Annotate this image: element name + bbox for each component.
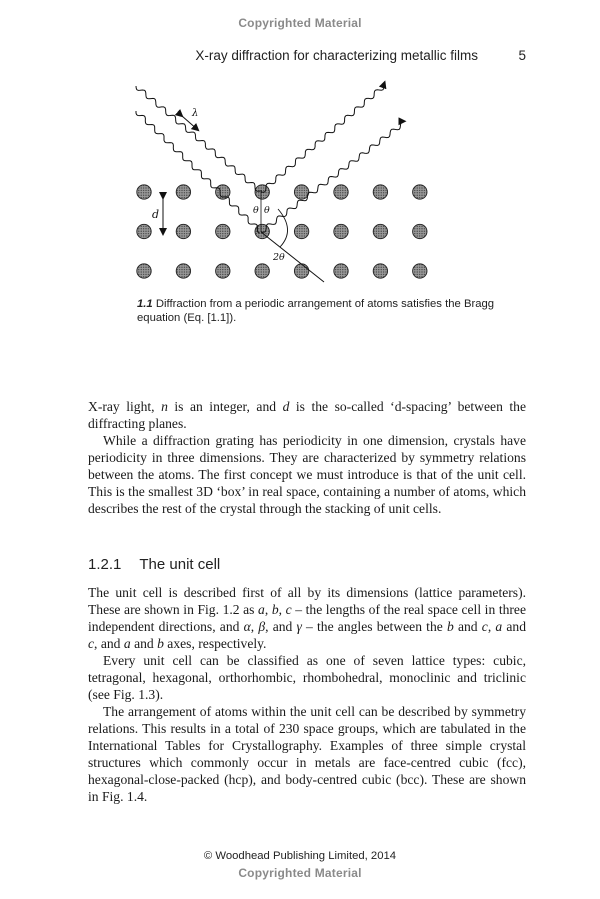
math-symbol: a xyxy=(495,619,503,634)
math-symbol: a xyxy=(123,636,131,651)
text-run: , and xyxy=(265,619,297,634)
atom xyxy=(373,224,387,238)
math-symbol: c xyxy=(481,619,488,634)
section-title: The unit cell xyxy=(139,556,221,573)
math-symbol: b xyxy=(446,619,454,634)
paragraph xyxy=(88,652,526,703)
paragraph xyxy=(88,398,526,432)
atom xyxy=(176,185,190,199)
text-run: and xyxy=(502,619,526,634)
section-heading xyxy=(88,556,220,573)
d-spacing-label: d xyxy=(152,208,160,221)
math-symbol: n xyxy=(161,399,168,414)
atom xyxy=(294,185,308,199)
text-run: is an integer, and xyxy=(167,399,283,414)
atom-lattice xyxy=(137,185,427,278)
wave-ray xyxy=(136,86,262,191)
atom xyxy=(373,185,387,199)
text-run: , and xyxy=(94,636,124,651)
text-run: , xyxy=(264,602,272,617)
figure-caption xyxy=(137,297,517,325)
math-symbol: d xyxy=(282,399,290,414)
text-run: is the so-called ‘d-spacing’ between the diffracting planes. xyxy=(88,399,526,431)
atom xyxy=(334,185,348,199)
atom xyxy=(137,264,151,278)
wave-ray xyxy=(261,82,385,192)
text-run: , xyxy=(278,602,286,617)
section-number: 1.2.1 xyxy=(88,556,122,573)
text-run: , xyxy=(487,619,496,634)
paragraph xyxy=(88,432,526,517)
atom xyxy=(294,224,308,238)
text-run: and xyxy=(130,636,158,651)
body-text-block-2 xyxy=(88,584,526,805)
atom xyxy=(176,224,190,238)
text-run: , xyxy=(250,619,259,634)
atom xyxy=(413,185,427,199)
math-symbol: b xyxy=(157,636,164,651)
watermark-bottom: Copyrighted Material xyxy=(238,866,362,880)
watermark-top: Copyrighted Material xyxy=(238,16,362,30)
atom xyxy=(255,264,269,278)
text-run: and xyxy=(453,619,482,634)
atom xyxy=(413,224,427,238)
theta-right-label: θ xyxy=(264,205,270,216)
math-symbol: α xyxy=(243,619,251,634)
math-symbol: c xyxy=(88,636,95,651)
atom xyxy=(373,264,387,278)
paragraph xyxy=(88,703,526,805)
transmitted-beam-line xyxy=(261,232,324,282)
text-run: X-ray light, xyxy=(88,399,162,414)
text-run: Every unit cell can be classified as one of seven lattice types: cubic, tetragonal, hexagonal, orthorhombic, rhombohedral, monoclinic and triclinic (see Fig. 1.3). xyxy=(88,653,526,702)
wavelength-label: λ xyxy=(192,108,199,119)
atom xyxy=(294,264,308,278)
atom xyxy=(137,185,151,199)
text-run: – the angles between the xyxy=(301,619,447,634)
math-symbol: a xyxy=(258,602,265,617)
paragraph xyxy=(88,584,526,652)
atom xyxy=(413,264,427,278)
math-symbol: γ xyxy=(296,619,302,634)
footer-copyright: © Woodhead Publishing Limited, 2014 xyxy=(203,850,397,862)
math-symbol: c xyxy=(285,602,292,617)
atom xyxy=(334,224,348,238)
caption-text: Diffraction from a periodic arrangement of atoms satisfies the Bragg equation (Eq. [1.1]). xyxy=(137,298,495,324)
atom xyxy=(334,264,348,278)
wave-rays xyxy=(136,82,405,233)
text-run: – the lengths of the real space cell in three independent directions, and xyxy=(88,602,526,634)
text-run: The unit cell is described first of all by its dimensions (lattice parameters). These are shown in Fig. 1.2 as xyxy=(88,585,526,617)
atom xyxy=(216,224,230,238)
bragg-diffraction-figure xyxy=(128,74,448,294)
theta-left-label: θ xyxy=(253,205,259,216)
math-symbol: b xyxy=(271,602,279,617)
text-run: axes, respectively. xyxy=(163,636,267,651)
atom xyxy=(176,264,190,278)
page-number: 5 xyxy=(518,48,526,63)
math-symbol: β xyxy=(258,619,266,634)
body-text-block-1 xyxy=(88,398,526,517)
running-head-title: X-ray diffraction for characterizing metallic films xyxy=(195,48,478,63)
caption-number: 1.1 xyxy=(137,298,153,310)
atom xyxy=(216,264,230,278)
two-theta-label: 2θ xyxy=(273,252,285,263)
text-run: The arrangement of atoms within the unit cell can be described by symmetry relations. This results in a total of 230 space groups, which are tabulated in the International Tables for Crystallography. Examples of three simple crystal structures which commonly occur in metals are face-centred cubic (fcc), hexagonal-close-packed (hcp), and body-centred cubic (bcc). These are shown in Fig. 1.4. xyxy=(88,704,526,804)
atom xyxy=(137,224,151,238)
text-run: While a diffraction grating has periodicity in one dimension, crystals have periodicity in three dimensions. They are characterized by symmetry relations between the atoms. The first concept we must introduce is that of the unit cell. This is the smallest 3D ‘box’ in real space, containing a number of atoms, which describes the rest of the crystal through the stacking of unit cells. xyxy=(88,433,526,516)
